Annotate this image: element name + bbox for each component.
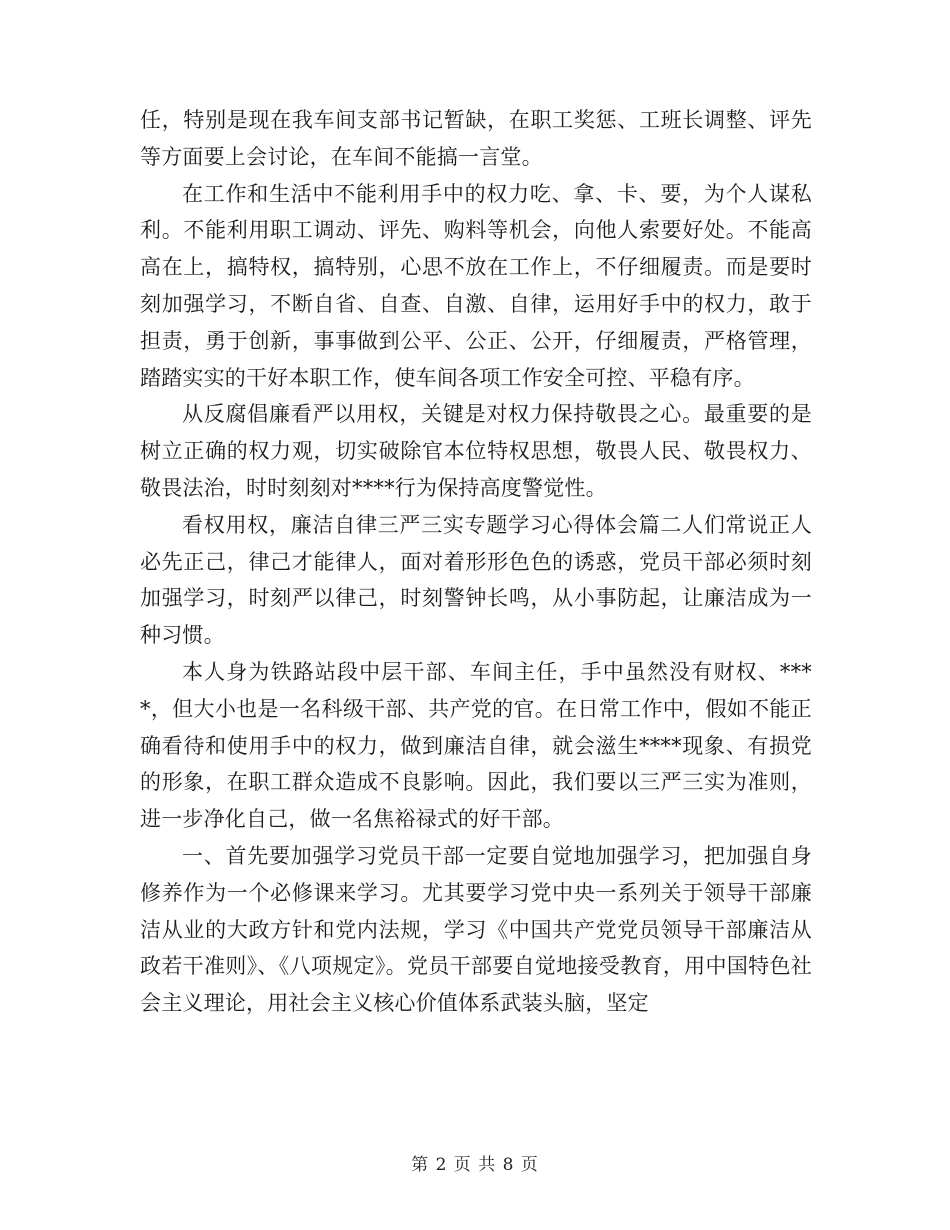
paragraph: 一、首先要加强学习党员干部一定要自觉地加强学习，把加强自身修养作为一个必修课来学习。尤其要学习党中央一系列关于领导干部廉洁从业的大政方针和党内法规，学习《中国共产党党员领导干部廉洁从政若干准则》、《八项规定》。党员干部要自觉地接受教育，用中国特色社会主义理论，用社会主义核心价值体系武装头脑，坚定 [140,843,812,1016]
page-footer [0,1150,950,1175]
paragraph: 从反腐倡廉看严以用权，关键是对权力保持敬畏之心。最重要的是树立正确的权力观，切实破除官本位特权思想，敬畏人民、敬畏权力、敬畏法治，时时刻刻对****行为保持高度警觉性。 [140,402,812,500]
paragraph: 本人身为铁路站段中层干部、车间主任，手中虽然没有财权、****，但大小也是一名科级干部、共产党的官。在日常工作中，假如不能正确看待和使用手中的权力，做到廉洁自律，就会滋生****现象、有损党的形象，在职工群众造成不良影响。因此，我们要以三严三实为准则，进一步净化自己，做一名焦裕禄式的好干部。 [140,659,812,832]
paragraph-continuation: 任，特别是现在我车间支部书记暂缺，在职工奖惩、工班长调整、评先等方面要上会讨论，在车间不能搞一言堂。 [140,108,812,169]
paragraph: 看权用权，廉洁自律三严三实专题学习心得体会篇二人们常说正人必先正己，律己才能律人，面对着形形色色的诱惑，党员干部必须时刻加强学习，时刻严以律己，时刻警钟长鸣，从小事防起，让廉洁成为一种习惯。 [140,512,812,648]
document-body [140,102,812,1022]
paragraph: 在工作和生活中不能利用手中的权力吃、拿、卡、要，为个人谋私利。不能利用职工调动、评先、购料等机会，向他人索要好处。不能高高在上，搞特权，搞特别，心思不放在工作上，不仔细履责。而是要时刻加强学习，不断自省、自查、自激、自律，运用好手中的权力，敢于担责，勇于创新，事事做到公平、公正、公开，仔细履责，严格管理，踏踏实实的干好本职工作，使车间各项工作安全可控、平稳有序。 [140,181,812,390]
page-number-label: 第 2 页 共 8 页 [411,1155,539,1175]
